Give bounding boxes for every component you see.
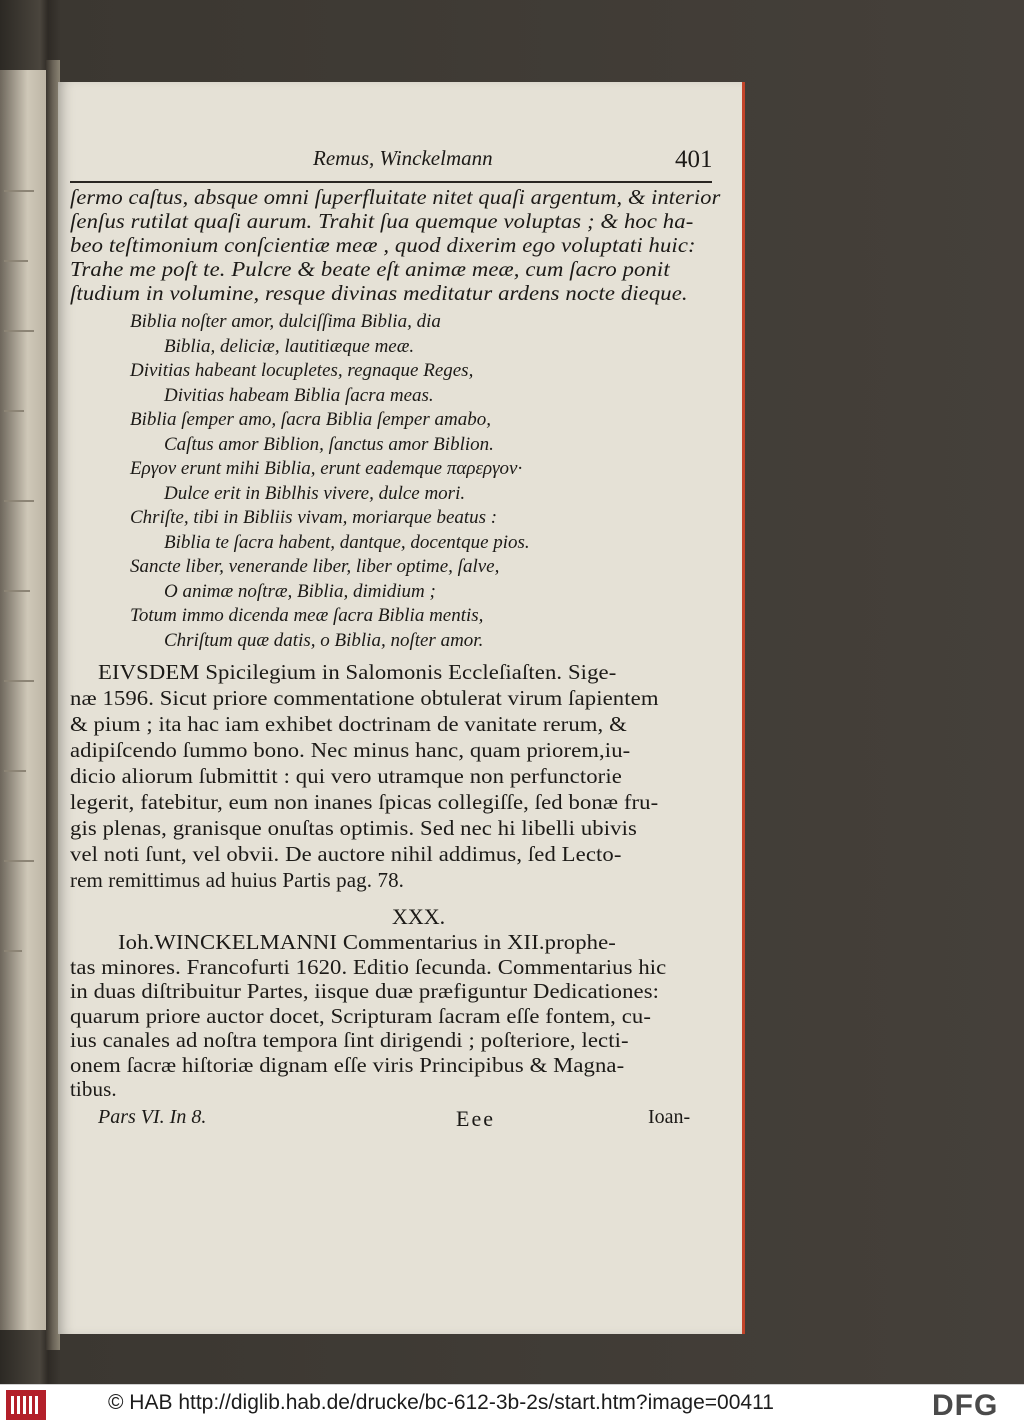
paragraph-line: quarum priore auctor docet, Scripturam ſacram eſſe fontem, cu- — [70, 1003, 652, 1028]
header-rule — [70, 181, 712, 183]
viewer-footer — [0, 1384, 1024, 1425]
verse-line: Chriſtum quæ datis, o Biblia, noſter amor. — [164, 629, 484, 651]
paragraph-line: dicio aliorum ſubmittit : qui vero utramque non perfunctorie — [70, 764, 622, 788]
source-url[interactable]: © HAB http://diglib.hab.de/drucke/bc-612-3b-2s/start.htm?image=00411 — [108, 1391, 774, 1414]
verse-line: Divitias habeant locupletes, regnaque Reges, — [130, 360, 474, 381]
body-line: ſermo caſtus, absque omni ſuperfluitate nitet quaſi argentum, & interior — [70, 185, 721, 209]
catchword: Ioan- — [648, 1106, 691, 1128]
verse-line: O animæ noſtræ, Biblia, dimidium ; — [164, 580, 436, 602]
verse-line: Εργον erunt mihi Biblia, erunt eademque παρεργον· — [130, 458, 523, 479]
paragraph-line: vel noti ſunt, vel obvii. De auctore nihil addimus, ſed Lecto- — [70, 842, 622, 866]
paragraph-line: tibus. — [70, 1077, 117, 1101]
paragraph-line: tas minores. Francofurti 1620. Editio ſecunda. Commentarius hic — [70, 954, 667, 979]
verse-line: Caſtus amor Biblion, ſanctus amor Biblion. — [164, 433, 494, 455]
verse-line: Totum immo dicenda meæ ſacra Biblia mentis, — [130, 605, 484, 626]
gathering-mark: Eee — [456, 1106, 495, 1131]
paragraph-line: adipiſcendo ſummo bono. Nec minus hanc, quam priorem,iu- — [70, 738, 631, 762]
verse-line: Biblia noſter amor, dulciſſima Biblia, dia — [130, 311, 441, 332]
library-logo-icon — [6, 1390, 46, 1420]
body-line: ſenſus rutilat quaſi aurum. Trahit ſua quemque voluptas ; & hoc ha- — [70, 209, 694, 233]
verse-line: Biblia, deliciæ, lautitiæque meæ. — [164, 335, 415, 357]
paragraph-line: legerit, fatebitur, eum non inanes ſpicas collegiſſe, ſed bonæ fru- — [70, 790, 659, 814]
paragraph-line: onem ſacræ hiſtoriæ dignam eſſe viris Principibus & Magna- — [70, 1052, 625, 1077]
running-head: Remus, Winckelmann — [313, 146, 493, 170]
page-number: 401 — [675, 146, 713, 173]
body-line: ſtudium in volumine, resque divinas meditatur ardens nocte dieque. — [70, 281, 688, 305]
signature-mark: Pars VI. In 8. — [98, 1106, 207, 1128]
verse-line: Biblia te ſacra habent, dantque, docentque pios. — [164, 531, 530, 553]
paragraph-line: ius canales ad noſtra tempora ſint dirigendi ; poſteriore, lecti- — [70, 1028, 629, 1052]
paragraph-line: EIVSDEM Spicilegium in Salomonis Eccleſiaſten. Sige- — [98, 660, 617, 684]
section-number: XXX. — [392, 904, 446, 929]
paragraph-line: næ 1596. Sicut priore commentatione obtulerat virum ſapientem — [70, 686, 659, 710]
verse-line: Biblia ſemper amo, ſacra Biblia ſemper amabo, — [130, 409, 491, 430]
body-line: Trahe me poſt te. Pulcre & beate eſt animæ meæ, cum ſacro ponit — [70, 257, 670, 281]
previous-page-edge — [0, 70, 46, 1330]
verse-line: Sancte liber, venerande liber, liber optime, ſalve, — [130, 556, 500, 577]
verse-line: Divitias habeam Biblia ſacra meas. — [164, 384, 434, 406]
verse-line: Dulce erit in Biblhis vivere, dulce mori. — [164, 482, 466, 504]
paragraph-line: rem remittimus ad huius Partis pag. 78. — [70, 868, 405, 892]
paragraph-line: gis plenas, granisque onuſtas optimis. Sed nec hi libelli ubivis — [70, 816, 637, 840]
body-line: beo teſtimonium conſcientiæ meæ , quod dixerim ego voluptati huic: — [70, 233, 696, 257]
book-page — [58, 82, 745, 1334]
dfg-logo: DFG — [932, 1389, 999, 1422]
paragraph-line: in duas diſtribuitur Partes, iisque duæ præfiguntur Dedicationes: — [70, 979, 660, 1003]
paragraph-line: Ioh.WINCKELMANNI Commentarius in XII.prophe- — [118, 930, 616, 954]
verse-line: Chriſte, tibi in Bibliis vivam, moriarque beatus : — [130, 507, 498, 528]
paragraph-line: & pium ; ita hac iam exhibet doctrinam de vanitate rerum, & — [70, 712, 627, 736]
